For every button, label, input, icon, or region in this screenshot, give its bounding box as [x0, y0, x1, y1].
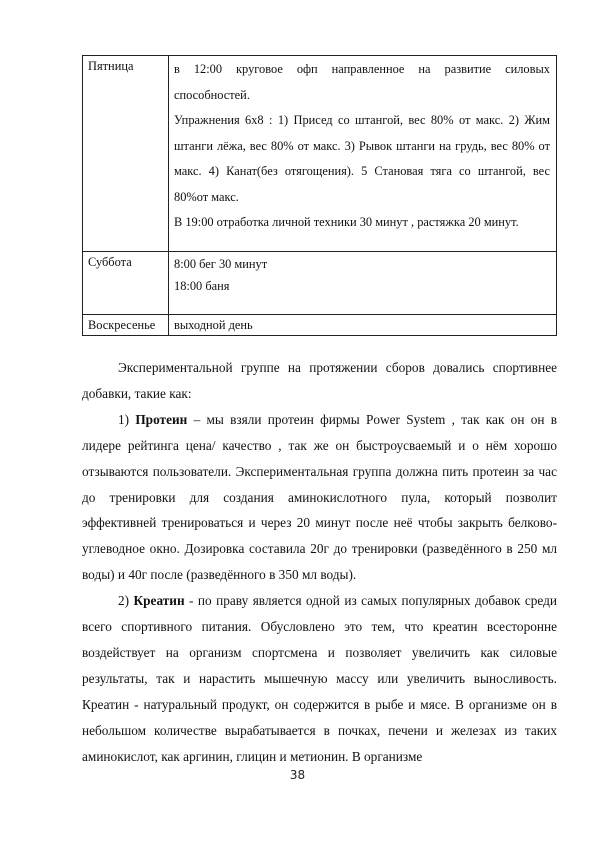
day-cell: Пятница: [83, 56, 169, 252]
activity-line: 8:00 бег 30 минут: [174, 257, 268, 271]
activity-line: 18:00 баня: [174, 279, 230, 293]
day-cell: Воскресенье: [83, 315, 169, 336]
item-term: Протеин: [135, 411, 188, 427]
intro-paragraph: Экспериментальной группе на протяжении сборов довались спортивнее добавки, такие как:: [82, 360, 557, 401]
item-text: – мы взяли протеин фирмы Power System , так как он он в лидере рейтинга цена/ качество , так же он быстроусваемый и о нём хорошо отзываются пользователи. Экспериментальная группа должна пить протеин за час до тренировки для создания аминокислотного пула, который позволит эффективней тренироваться и через 20 минут после неё чтобы закрыть белково-углеводное окно. Дозировка составила 20г до тренировки (разведённого в 250 мл воды) и 40г после (разведённого в 350 мл воды).: [82, 411, 557, 583]
schedule-row-sunday: [83, 315, 557, 336]
item-number: 1): [118, 411, 136, 427]
item-text: - по праву является одной из самых популярных добавок среди всего спортивного питания. Обусловлено это тем, что креатин всесторонне воздействует на организм спортсмена и позволяет увеличить как силовые результаты, так и нарастить мышечную массу или увеличить выносливость. Креатин - натуральный продукт, он содержится в рыбе и мясе. В организме он в небольшом количестве вырабатывается в почках, печени и железах из таких аминокислот, как аргинин, глицин и метионин. В организме: [82, 593, 557, 764]
page-number: 38: [289, 768, 306, 782]
activity-cell: [169, 56, 557, 252]
activity-line: в 12:00 круговое офп направленное на развитие силовых способностей.: [174, 62, 550, 102]
schedule-row-saturday: [83, 252, 557, 315]
activity-cell: [169, 252, 557, 315]
activity-line: В 19:00 отработка личной техники 30 минут , растяжка 20 минут.: [174, 215, 519, 229]
protein-paragraph: [82, 407, 557, 588]
item-term: Креатин: [133, 593, 185, 609]
item-number: 2): [118, 593, 134, 609]
activity-line: выходной день: [174, 318, 253, 332]
training-schedule-table: [82, 55, 557, 336]
creatine-paragraph: [82, 588, 557, 769]
activity-line: Упражнения 6х8 : 1) Присед со штангой, вес 80% от макс. 2) Жим штанги лёжа, вес 80% от макс. 3) Рывок штанги на грудь, вес 80% от макс. 4) Канат(без отягощения). 5 Становая тяга со штангой, вес 80%от макс.: [174, 113, 550, 204]
schedule-row-friday: [83, 56, 557, 252]
day-cell: Суббота: [83, 252, 169, 315]
body-text: [82, 355, 557, 770]
activity-cell: [169, 315, 557, 336]
